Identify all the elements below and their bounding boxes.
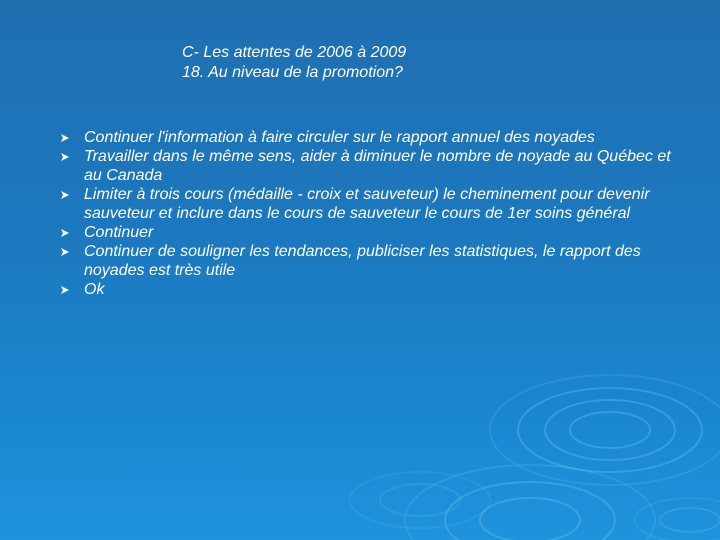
bullet-text: Ok bbox=[84, 281, 105, 298]
bullet-text: Continuer bbox=[84, 224, 154, 241]
arrowhead-bullet-icon bbox=[60, 133, 70, 143]
arrowhead-bullet-icon bbox=[60, 190, 70, 200]
bullet-item bbox=[60, 147, 680, 185]
bullet-list bbox=[60, 128, 680, 299]
bullet-item bbox=[60, 242, 680, 280]
bullet-text: Travailler dans le même sens, aider à diminuer le nombre de noyade au Québec et au Canada bbox=[84, 148, 671, 184]
bullet-item bbox=[60, 128, 680, 147]
slide-heading bbox=[182, 43, 662, 83]
bullet-item bbox=[60, 280, 680, 299]
arrowhead-bullet-icon bbox=[60, 228, 70, 238]
slide-title: C- Les attentes de 2006 à 2009 bbox=[182, 44, 407, 61]
bullet-text: Limiter à trois cours (médaille - croix et sauveteur) le cheminement pour devenir sauveteur et inclure dans le cours de sauveteur le cours de 1er soins général bbox=[84, 186, 650, 222]
bullet-text: Continuer de souligner les tendances, publiciser les statistiques, le rapport des noyades est très utile bbox=[84, 243, 641, 279]
arrowhead-bullet-icon bbox=[60, 152, 70, 162]
bullet-item bbox=[60, 223, 680, 242]
slide-subtitle: 18. Au niveau de la promotion? bbox=[182, 64, 403, 81]
bullet-text: Continuer l'information à faire circuler sur le rapport annuel des noyades bbox=[84, 129, 595, 146]
arrowhead-bullet-icon bbox=[60, 285, 70, 295]
arrowhead-bullet-icon bbox=[60, 247, 70, 257]
bullet-item bbox=[60, 185, 680, 223]
